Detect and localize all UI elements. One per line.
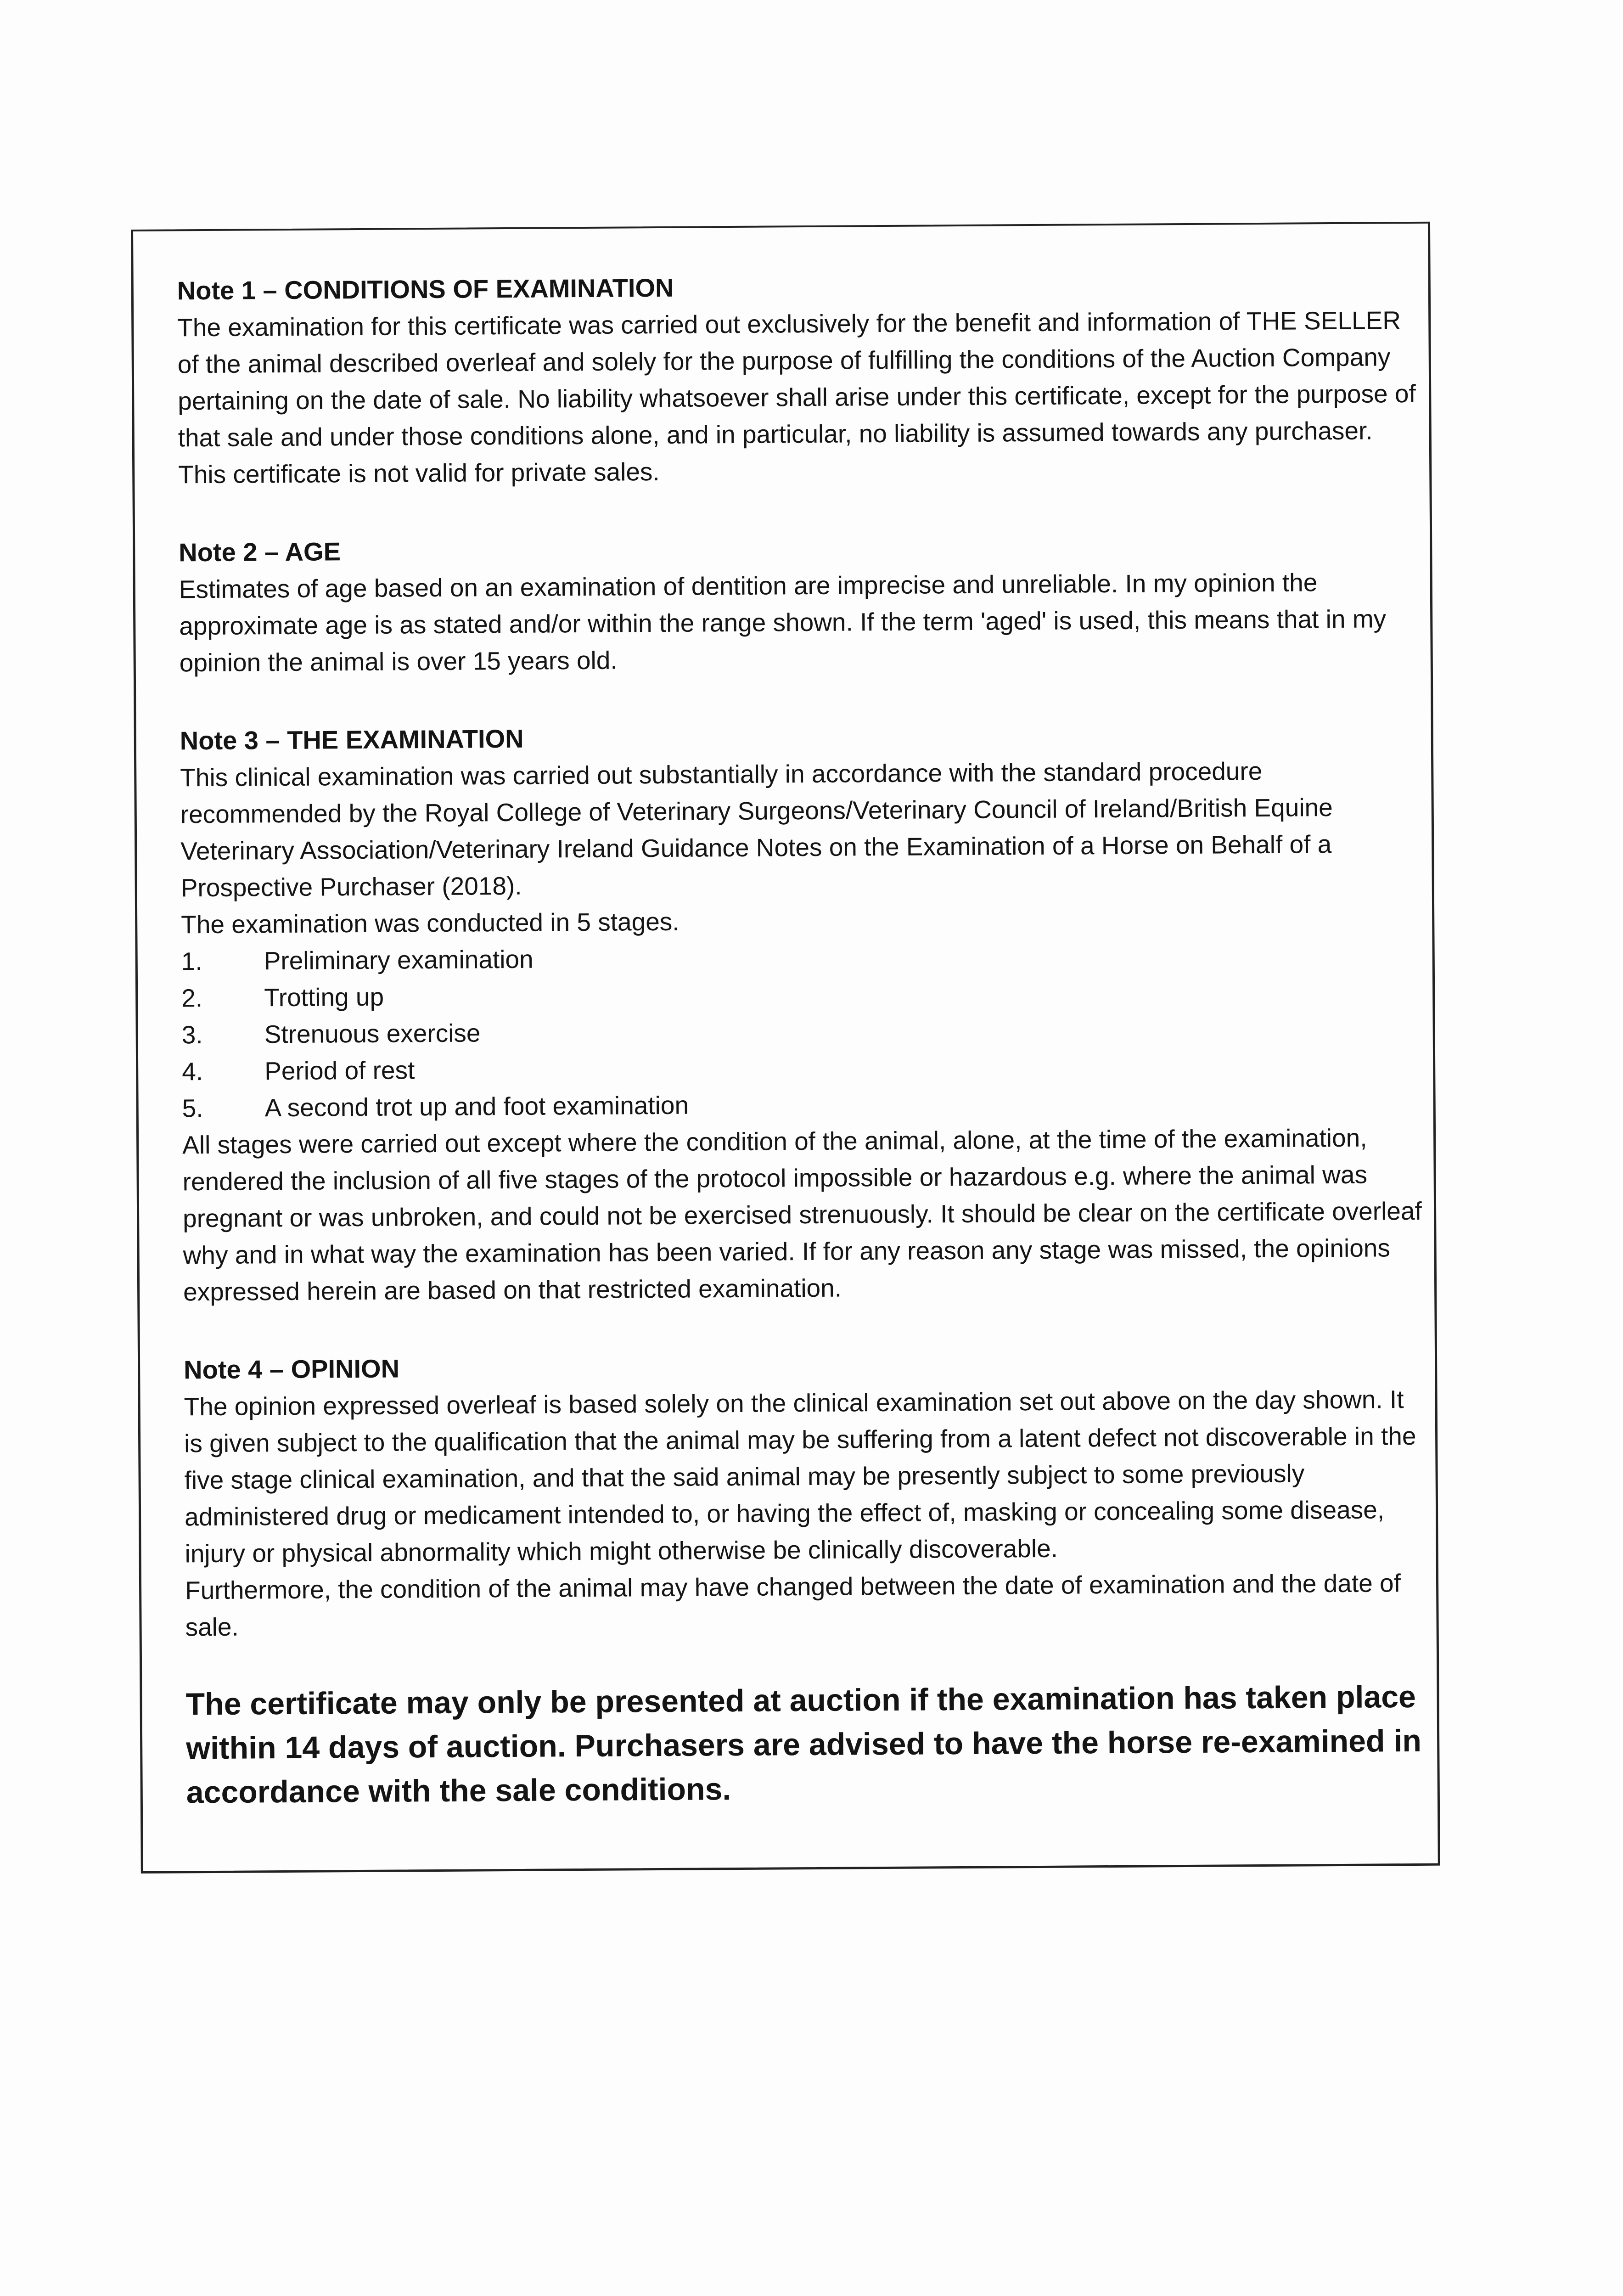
note-paragraph: The examination for this certificate was carried out exclusively for the benefit and information of THE SELLER of the animal described overleaf and solely for the purpose of fulfilling the conditions of the Auction Company pertaining on the date of sale. No liability whatsoever shall arise under this certificate, except for the purpose of that sale and under those conditions alone, and in particular, no liability is assumed towards any purchaser. This certificate is not valid for private sales. [177,306,1416,489]
stage-label: Strenuous exercise [264,1019,481,1049]
note-paragraph: Estimates of age based on an examination of dentition are imprecise and unreliable. In my opinion the approximate age is as stated and/or within the range shown. If the term 'aged' is used, this means that in my opinion the animal is over 15 years old. [179,568,1387,677]
note-age [179,527,1419,681]
note-title: Note 4 – OPINION [183,1354,400,1384]
stage-number: 5. [182,1094,203,1123]
note-conditions-of-examination [177,265,1418,493]
stage-label: Trotting up [264,982,384,1012]
stage-number: 2. [181,984,203,1013]
note-title: Note 3 – THE EXAMINATION [180,724,524,755]
final-statement: The certificate may only be presented at auction if the examination has taken place within 14 days of auction. Purchasers are advised to have the horse re-examined in accordance with the sale conditions. [185,1679,1422,1810]
note-paragraph: Furthermore, the condition of the animal may have changed between the date of examination and the date of sale. [185,1569,1401,1642]
note-paragraph: All stages were carried out except where the condition of the animal, alone, at the time of the examination, rendered the inclusion of all five stages of the protocol impossible or hazardous e.g. where the animal was pregnant or was unbroken, and could not be exercised strenuously. It should be clear on the certificate overleaf why and in what way the examination has been varied. If for any reason any stage was missed, the opinions expressed herein are based on that restricted examination. [182,1123,1422,1306]
stage-label: Preliminary examination [264,945,534,975]
note-title: Note 1 – CONDITIONS OF EXAMINATION [177,273,674,305]
stage-number: 1. [181,947,202,976]
note-the-examination [180,715,1423,1310]
stage-label: Period of rest [264,1056,415,1086]
stage-number: 4. [182,1057,203,1086]
note-title: Note 2 – AGE [179,537,341,567]
stages-list [181,935,1421,1126]
notes-content [177,265,1426,1814]
note-opinion [184,1344,1425,1645]
stage-label: A second trot up and foot examination [264,1091,689,1122]
note-paragraph: The opinion expressed overleaf is based solely on the clinical examination set out above on the day shown. It is given subject to the qualification that the animal may be suffering from a latent defect not discoverable in the five stage clinical examination, and that the said animal may be presently subject to some previously administered drug or medicament intended to, or having the effect of, masking or concealing some disease, injury or physical abnormality which might otherwise be clinically discoverable. [184,1385,1416,1568]
notes-frame [131,222,1440,1874]
note-paragraph: This clinical examination was carried out substantially in accordance with the standard procedure recommended by the Royal College of Veterinary Surgeons/Veterinary Council of Ireland/British Equine Veterinary Association/Veterinary Ireland Guidance Notes on the Examination of a Horse on Behalf of a Prospective Purchaser (2018). [180,756,1333,902]
stages-intro: The examination was conducted in 5 stages. [181,907,680,939]
stage-number: 3. [181,1020,203,1049]
